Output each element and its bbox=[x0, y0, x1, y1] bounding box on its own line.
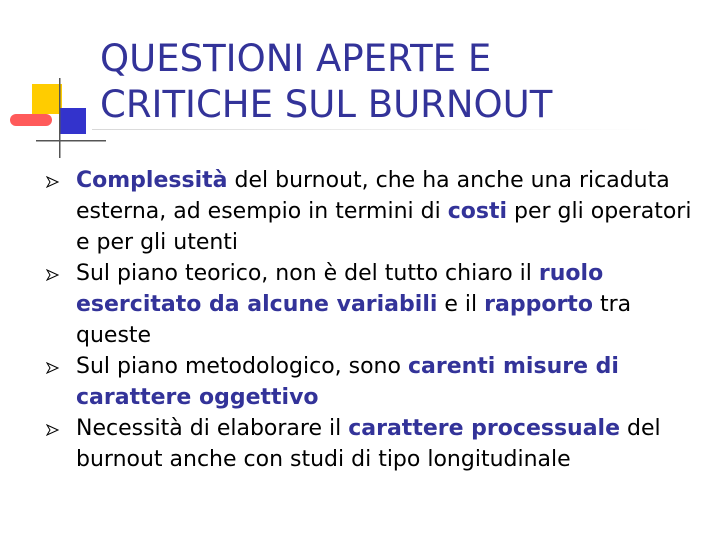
yellow-square bbox=[32, 84, 62, 114]
highlighted-text: carattere processuale bbox=[348, 416, 621, 441]
title-underline bbox=[92, 129, 652, 130]
arrow-bullet-icon bbox=[46, 424, 60, 436]
red-bar bbox=[10, 114, 52, 126]
highlighted-text: Complessità bbox=[76, 168, 228, 193]
bullet-item bbox=[50, 351, 700, 413]
arrow-bullet-icon bbox=[46, 176, 60, 188]
bullet-item bbox=[50, 165, 700, 258]
title-line: CRITICHE SUL BURNOUT bbox=[100, 83, 553, 126]
bullet-text: tra queste bbox=[76, 292, 632, 348]
arrow-bullet-icon bbox=[46, 362, 60, 374]
highlighted-text: carenti misure di carattere oggettivo bbox=[76, 354, 619, 410]
bullet-text: del burnout, che ha anche una ricaduta esterna, ad esempio in termini di bbox=[76, 168, 670, 224]
bullet-item bbox=[50, 413, 700, 475]
bullet-text: del burnout anche con studi di tipo longitudinale bbox=[76, 416, 661, 472]
bullet-text: Necessità di elaborare il bbox=[76, 416, 349, 441]
bullet-text: per gli operatori e per gli utenti bbox=[76, 199, 692, 255]
highlighted-text: ruolo esercitato da alcune variabili bbox=[76, 261, 604, 317]
title-line: QUESTIONI APERTE E bbox=[100, 37, 492, 80]
slide-title bbox=[100, 36, 700, 128]
bullet-text: Sul piano teorico, non è del tutto chiaro il bbox=[76, 261, 539, 286]
corner-decoration bbox=[0, 0, 110, 170]
arrow-bullet-icon bbox=[46, 269, 60, 281]
highlighted-text: rapporto bbox=[484, 292, 593, 317]
vertical-rule bbox=[59, 78, 61, 158]
highlighted-text: costi bbox=[447, 199, 508, 224]
blue-square bbox=[60, 108, 86, 134]
bullet-text: e il bbox=[437, 292, 485, 317]
bullet-item bbox=[50, 258, 700, 351]
bullet-text: Sul piano metodologico, sono bbox=[76, 354, 408, 379]
horizontal-rule bbox=[36, 140, 106, 142]
bullet-list bbox=[50, 165, 700, 475]
